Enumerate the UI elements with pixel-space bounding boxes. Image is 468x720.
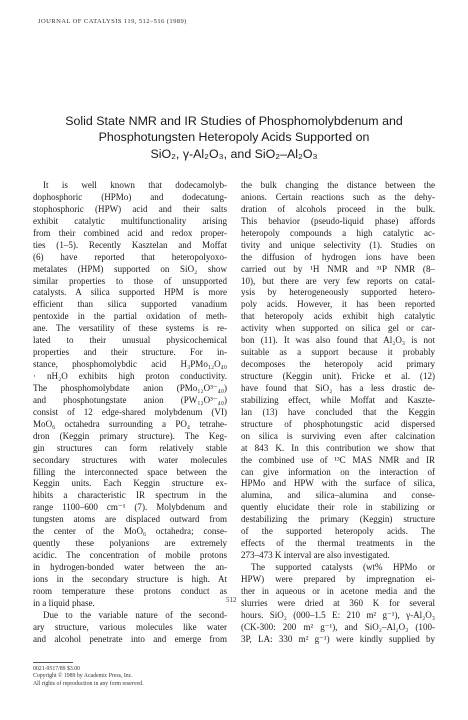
text-line: of the supported heteropoly acids. The (241, 526, 435, 537)
text-line: similar properties to those of unsupported (33, 275, 227, 286)
text-line: 273–473 K interval are also investigated. (241, 550, 390, 561)
text-line: ties (1–5). Recently Kasztelan and Moffat (33, 239, 227, 250)
text-line: ions in the secondary structure is high. At (33, 573, 227, 584)
text-line: room temperature these protons conduct as (33, 585, 227, 596)
footer-divider (33, 662, 73, 663)
text-line: stance, phosphomolybdic acid H₃PMo₁₂O₄₀ (33, 359, 227, 370)
text-line: Due to the variable nature of the second- (43, 609, 227, 620)
text-line: The supported catalysts (wt% HPMo or (251, 562, 435, 572)
text-line: lan (13) have concluded that the Keggin (241, 406, 435, 417)
text-line: the bulk changing the distance between the (241, 180, 435, 190)
footer-line-rights: All rights of reproduction in any form reserved. (33, 680, 144, 687)
text-line: stabilizing effect, while Moffat and Kaszte- (241, 394, 435, 405)
right-column (241, 180, 435, 646)
text-line: It is well known that dodecamolyb- (43, 180, 227, 190)
text-line: The phosphomolybdate anion (PMo₁₂O³⁻₄₀) (33, 382, 227, 393)
text-line: tivity and unique selectivity (1). Studies on (241, 239, 435, 250)
text-line: HPMo and HPW with the surface of silica, (241, 478, 435, 489)
text-line: at 843 K. In this contribution we show that (241, 442, 435, 453)
text-line: that heteropoly acids exhibit high catalytic (241, 311, 435, 322)
page-number: 512 (226, 596, 237, 604)
text-line: anions. Certain reactions such as the dehy- (241, 191, 435, 202)
article-title-line-3: SiO₂, γ-Al₂O₃, and SiO₂–Al₂O₃ (150, 147, 318, 161)
text-line: effects of the thermal treatments in the (241, 538, 435, 549)
text-line: pentoxide in the partial oxidation of meth- (33, 311, 227, 322)
text-line: in hydrogen-bonded water between the an- (33, 562, 227, 572)
text-line: filling the interconnected space between the (33, 466, 227, 477)
copyright-footer (33, 662, 143, 688)
text-line: exhibit catalytic multifunctionality arising (33, 215, 227, 226)
text-line: dron (Keggin primary structure). The Keg- (33, 430, 227, 441)
text-line: · nH₂O exhibits high proton conductivity. (33, 371, 227, 381)
text-line: metalates (HPM) supported on SiO₂ show (33, 263, 227, 274)
text-line: hours. SiO₂ (000–1.5 E: 210 m² g⁻¹), γ-Al₂O₃ (241, 609, 435, 620)
text-line: and phosphotungstate anion (PW₁₂O³⁻₄₀) (33, 394, 227, 405)
text-line: efficient than silica supported vanadium (33, 299, 227, 310)
text-line: the center of the MoO₆ octahedra; conse- (33, 526, 227, 537)
text-line: heteropoly compounds a high catalytic ac- (241, 227, 435, 238)
text-line: bon (11). It was also found that Al₂O₃ is not (241, 335, 435, 346)
text-line: poly acids. However, it has been reported (241, 299, 435, 310)
text-line: in a liquid phase. (33, 597, 95, 608)
footer-line-issn: 0021-9517/89 $3.00 (33, 666, 81, 672)
text-line: properties and their structure. For in- (33, 347, 227, 358)
text-line: catalysts. A silica supported HPM is more (33, 287, 227, 298)
text-line: ary structure, various molecules like water (33, 621, 227, 632)
text-line: have found that SiO₂ has a less drastic de- (241, 382, 435, 393)
text-line: dophosphoric (HPMo) and dodecatung- (33, 191, 227, 202)
text-line: 3P, LA: 330 m² g⁻¹) were kindly supplied by (241, 633, 435, 644)
text-line: slurries were dried at 360 K for several (241, 597, 435, 608)
article-title-line-2: Phosphotungsten Heteropoly Acids Supported on (98, 130, 370, 144)
text-line: 10), but there are very few reports on catal- (241, 275, 435, 286)
text-line: MoO₆ octahedra surrounding a PO₄ tetrahe- (33, 418, 227, 429)
text-line: on silica is surviving even after calcination (241, 430, 435, 441)
text-line: quently elucidate their role in stabilizing or (241, 502, 435, 513)
text-line: stophosphoric (HPW) acid and their salts (33, 203, 227, 214)
text-line: consist of 12 edge-shared molybdenum (VI) (33, 406, 227, 417)
text-line: acidic. The concentration of mobile protons (33, 550, 227, 561)
text-line: tungsten atoms are displaced outward from (33, 514, 227, 525)
text-line: activity when supported on silica gel or car- (241, 323, 435, 334)
text-line: ther in aqueous or in acetone media and the (241, 585, 435, 596)
text-line: This behavior (pseudo-liquid phase) affords (241, 215, 435, 226)
text-line: alumina, and silica–alumina and conse- (241, 490, 435, 501)
text-line: carried out by ¹H NMR and ³¹P NMR (8– (241, 263, 435, 274)
article-title-line-1: Solid State NMR and IR Studies of Phosphomolybdenum and (65, 114, 403, 128)
text-line: and alcohol penetrate into and emerge from (33, 633, 227, 644)
text-line: suitable as a support because it probably (241, 347, 435, 358)
text-line: hibits a characteristic IR spectrum in the (33, 490, 227, 501)
text-line: structure of phosphotungstic acid dispersed (241, 418, 435, 429)
text-line: quently these polyanions are extremely (33, 538, 227, 549)
footer-line-copyright: Copyright © 1989 by Academic Press, Inc. (33, 673, 133, 680)
journal-header: JOURNAL OF CATALYSIS 119, 512–516 (1989) (38, 18, 187, 25)
text-line: structure (Keggin unit). Fricke et al. (12) (241, 371, 435, 381)
text-line: ysis by heterogeneously supported hetero- (241, 287, 435, 298)
text-line: range 1100–600 cm⁻¹ (7). Molybdenum and (33, 502, 227, 513)
text-line: destabilizing the primary (Keggin) structure (241, 514, 435, 525)
text-line: the combined use of ¹³C MAS NMR and IR (241, 454, 435, 465)
text-line: from their combined acid and redox proper- (33, 227, 227, 238)
left-column (33, 180, 227, 646)
text-line: lated to their unusual physicochemical (33, 335, 227, 346)
text-line: gin structures can form relatively stable (33, 442, 227, 453)
text-line: Keggin units. Each Keggin structure ex- (33, 478, 227, 489)
text-line: ane. The versatility of these systems is re- (33, 323, 227, 334)
text-line: decomposes the heteropoly acid primary (241, 359, 435, 370)
text-line: can give information on the interaction of (241, 466, 435, 477)
text-line: (CK-300: 200 m² g⁻¹), and SiO₂–Al₂O₃ (100- (241, 621, 435, 632)
text-line: secondary structures with water molecules (33, 454, 227, 465)
text-line: HPW) were prepared by impregnation ei- (241, 573, 435, 584)
text-line: (6) have reported that heteropolyoxo- (33, 251, 227, 262)
text-line: the diffusion of hydrogen ions have been (241, 251, 435, 262)
text-line: dration of alcohols proceed in the bulk. (241, 203, 435, 214)
